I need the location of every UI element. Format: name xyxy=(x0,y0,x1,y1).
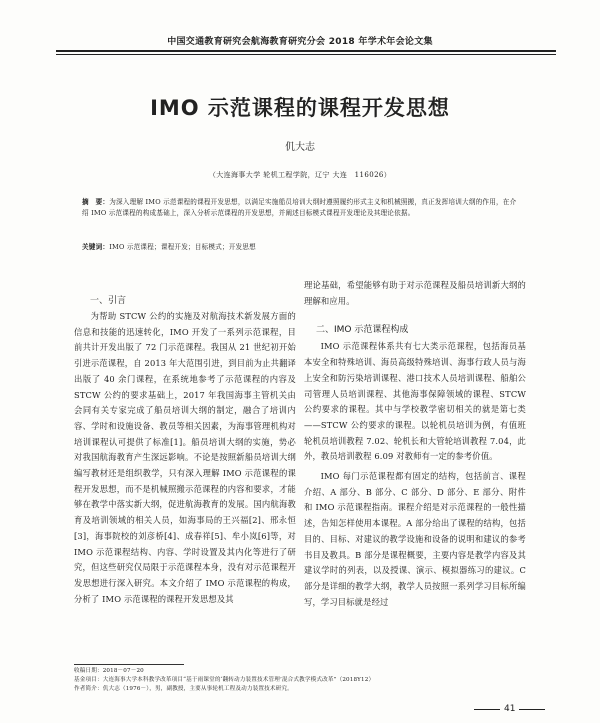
paragraph: 为帮助 STCW 公约的实施及对航海技术新发展方面的信息和技能的迅速转化，IMO 开发了一系列示范课程，目前共计开发出版了 72 门示范课程。我国从 21 世纪初开始引进示范课程，自 2013 年大范围引进，到目前为止共翻译出版了 40 余门课程，在系统地参考了示范课程的内容及 STCW 公约的要求基础上，2017 年我国海事主管机关由会同有关专家完成了船员培训大纲的制定，融合了培训内容、学时和设施设备、教员等相关因素，为海事管理机构对培训课程认可提供了标准[1]。船员培训大纲的实施，势必对我国航海教育产生深远影响。不论是按照新船员培训大纲编写教材还是组织教学，只有深入理解 IMO 示范课程的课程开发思想，而不是机械照搬示范课程的内容和要求，才能够在教学中落实新大纲，促进航海教育的发展。国内航海教育及培训领域的相关人员，如海事局的王兴福[2]、邢永恒[3]，海事院校的刘彦桥[4]、成春祥[5]、牟小岚[6]等，对 IMO 示范课程结构、内容、学时设置及其内化等进行了研究，但这些研究仅局限于示范课程本身，没有对示范课程开发思想进行深入研究。本文介绍了 IMO 示范课程的构成，分析了 IMO 示范课程的课程开发思想及其 xyxy=(74,311,296,604)
page-dash-right xyxy=(519,709,545,710)
footnote-received-date: 收稿日期：2018－07－20 xyxy=(74,668,144,674)
page-number: 41 xyxy=(504,704,516,714)
abstract xyxy=(82,197,522,220)
footnotes xyxy=(74,667,534,694)
page-dash-left xyxy=(474,709,500,710)
paper-title: IMO 示范课程的课程开发思想 xyxy=(150,96,450,120)
keywords xyxy=(82,241,522,251)
abstract-text: 为深入理解 IMO 示范课程的课程开发思想，以满足实施船员培训大纲时遵照履约形式主义和机械照搬，真正发挥培训大纲的作用，在介绍 IMO 示范课程的构成基础上，深入分析示范课程的开发思想，并阐述目标模式课程开发理论及其理论依据。 xyxy=(82,198,517,218)
footnote-funding: 基金项目：大连海事大学本科教学改革项目“基于雨课堂的‘翻转动力装置技术管理’混合式教学模式改革”（2018Y12） xyxy=(74,677,375,683)
author-affiliation: （大连海事大学 轮机工程学院，辽宁 大连 116026） xyxy=(208,171,392,179)
keywords-label: 关键词： xyxy=(82,243,110,251)
page-number-block xyxy=(470,704,549,715)
footnote-rule xyxy=(74,664,184,665)
left-column xyxy=(74,309,296,607)
keywords-text: IMO 示范课程；课程开发；目标模式；开发思想 xyxy=(109,243,256,251)
header-rule-thick xyxy=(56,50,556,52)
abstract-label: 摘 要： xyxy=(82,198,110,206)
running-header: 中国交通教育研究会航海教育研究分会 2018 年学术年会论文集 xyxy=(167,37,433,47)
paragraph: IMO 示范课程体系共有七大类示范课程，包括海员基本安全和特殊培训、海员高级特殊培训、海事行政人员与海上安全和防污染培训课程、港口技术人员培训课程、船舶公司管理人员培训课程、其他海事保障领域的课程、STCW 公约要求的课程。其中与学校教学密切相关的就是第七类——STCW 公约要求的课程。以轮机员培训为例，有值班轮机员培训教程 7.02、轮机长和大管轮培训教程 7.04，此外，教员培训教程 6.09 对教师有一定的参考价值。 xyxy=(304,341,526,462)
author-name: 仉大志 xyxy=(285,142,315,153)
section-heading-introduction: 一、引言 xyxy=(90,296,127,306)
paragraph: IMO 每门示范课程都有固定的结构，包括前言、课程介绍、A 部分、B 部分、C 部分、D 部分、E 部分、附件和 IMO 示范课程指南。课程介绍是对示范课程的一般性描述，告知怎样使用本课程。A 部分给出了课程的结构，包括目的、目标、对建议的教学设施和设备的说明和建议的参考书目及教具。B 部分是课程概要，主要内容是教学内容及其建议学时的列表，以及授课、演示、模拟器练习的建议。C 部分是详细的教学大纲，教学人员按照一系列学习目标所编写，学习目标就是经过 xyxy=(304,471,526,607)
section-heading-imo-course: 二、IMO 示范课程构成 xyxy=(316,325,409,335)
footnote-author-bio: 作者简介：仉大志（1976－），男，副教授，主要从事轮机工程及动力装置技术研究。 xyxy=(74,686,293,692)
paragraph-continuation: 理论基础，希望能够有助于对示范课程及船员培训新大纲的理解和应用。 xyxy=(304,280,526,306)
header-rule-thin xyxy=(56,54,556,55)
